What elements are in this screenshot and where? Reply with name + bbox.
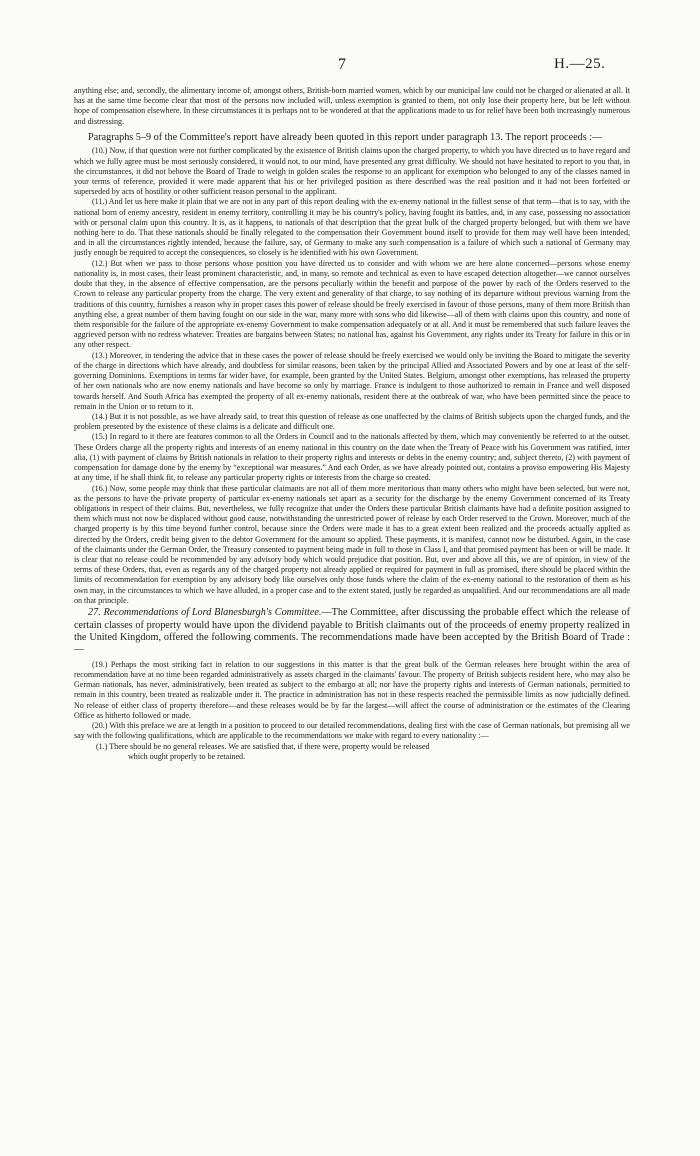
quoted-paragraph-12: (12.) But when we pass to those persons whose position you have directed us to consider and with whom we are here alone concerned—persons whose enemy nationality is, in most cases, their least prominent characteristic, and, in many, so remote and technical as even to have escaped detection altogether—we cannot ourselves doubt that they, in the absence of effective compensation, are the persons peculiarly within the benefit and purpose of the power by each of the Orders reserved to the Crown to release any particular property from the charge. The very extent and generality of that charge, to say nothing of its departure without previous warning from the traditions of this country, furnishes a reason why in proper cases this power of release should be freely exercised in favour of those persons, many of them more British than anything else, a great number of them having fought on our side in the war, many more with sons who did likewise—all of them with claims upon this country, and none of them responsible for the failure of the appropriate ex-enemy Government to make compensation adequately or at all. And it must be remembered that such failure leaves the aggrieved person with no redress whatever. Treaties are bargains between States; no national has, against his Government, any rights under its Treaty for failure in this or in any other respect. [74,258,630,350]
quoted-paragraph-13: (13.) Moreover, in tendering the advice that in these cases the power of release should be freely exercised we would only be inviting the Board to mitigate the severity of the charge in directions which have already, and doubtless for similar reasons, been taken by the principal Allied and Associated Powers and by one at least of the self-governing Dominions. Exemptions in terms far wider have, for example, been granted by the United States. Belgium, amongst other exemptions, has released the property of her own nationals who are now enemy nationals and have become so only by marriage. France is indulgent to those authorized to remain in France and well disposed towards herself. And South Africa has exempted the property of all ex-enemy nationals, resident there at the outbreak of war, who have been permitted since the peace to remain in the Union or to return to it. [74,350,630,411]
quoted-paragraph-11: (11.) And let us here make it plain that we are not in any part of this report dealing with the ex-enemy national in the fullest sense of that term—that is to say, with the national born of enemy ancestry, resident in enemy territory, controlling it may be his country's policy, having fought its battles, and, in any case, possessing no association with or personal claim upon this country. It is, as it happens, to nationals of that description that the great bulk of the charged property belonged, but with them we have nothing here to do. That these nationals should be finally relegated to the compensation their Government bound itself to provide for them may well have been intended, and in all the circumstances rightly intended, because the failure, say, of Germany to make any such compensation is a failure of which such a national of Germany may justly enough be required to accept the consequences, so closely is he identified with his own Government. [74,197,630,258]
document-reference: H.—25. [554,56,606,72]
document-body [74,86,630,762]
quoted-paragraph-10: (10.) Now, if that question were not further complicated by the existence of British claims upon the charged property, to which you have directed us to have regard and which we fully agree must be most seriously considered, it would not, to our mind, have presented any great difficulty. We should not have hesitated to report to you that, in the circumstances, it did not behove the Board of Trade to weigh in golden scales the response to an applicant for exemption who belonged to any of the classes named in your terms of reference, provided it were made apparent that his or her privileged position as there described was the real position and it had not been forfeited or superseded by acts of hostility or other sufficient reason personal to the applicant. [74,146,630,197]
page-header [0,56,700,74]
page-number: 7 [338,56,346,73]
quoted-paragraph-14: (14.) But it is not possible, as we have already said, to treat this question of release as one unaffected by the claims of British subjects upon the charged funds, and the problem presented by the existence of these claims is a delicate and difficult one. [74,411,630,432]
paragraph-intro: Paragraphs 5–9 of the Committee's report have already been quoted in this report under paragraph 13. The report proceeds :— [88,131,603,143]
quoted-paragraph-19: (19.) Perhaps the most striking fact in relation to our suggestions in this matter is that the great bulk of the German releases here brought within the area of recommendation have at no time been regarded administratively as assets charged in the claimants' favour. The property of British subjects resident here, who may also be German nationals, has never, administratively, been treated as subject to the embargo at all; nor have the property rights and interests of German nationals, permitted to remain in this country, been treated as realizable under it. The practice in administration has not in these respects reached the permissible limits as now judicially defined. No release of either class of property therefore—and these releases would be by far the largest—will affect the course of administration or the estimates of the Clearing Office as hitherto followed or made. [74,659,630,720]
list-item-1-continuation: which ought properly to be retained. [128,751,246,761]
list-item-1-text: (1.) There should be no general releases. We are satisfied that, if there were, property would be released [96,741,430,751]
quoted-paragraph-16: (16.) Now, some people may think that these particular claimants are not all of them more meritorious than many others who might have been selected, but were not, as the persons to have the private property of particular ex-enemy nationals set apart as a security for the discharge by the enemy Government concerned of its Treaty obligations in respect of their claims. But, nevertheless, we fully recognize that under the Orders these particular British claimants have had a definite position assigned to them which must not now be displaced without good cause, notwithstanding the unrestricted power of release by each Order reserved to the Crown. Moreover, much of the charged property is by this time beyond further control, because since the Orders were made it has to a great extent been realized and the proceeds actually applied as directed by the Orders, credit being given to the debtor Government for the amount so applied. These payments, it is manifest, cannot now be disturbed. Again, in the case of the claimants under the German Order, the Treasury consented to payment being made in full to those in Class I, and that promised payment has been or will be made. It is clear that no release could be recommended by any advisory body which would prejudice that position. But, over and above all this, we are of opinion, in view of the terms of these Orders, that, even as regards any of the charged property not already applied or required for payment in full as promised, there should be placed within the limits of recommendation for exemption by any advisory body like ourselves only those funds where the claim of the ex-enemy national to the restoration of them as his own may, in the circumstances to which we have alluded, in a proper case and to the extent stated, justly be regarded as unqualified. And our recommendations are all made on that principle. [74,483,630,605]
list-item-1 [74,742,630,762]
quoted-paragraph-15: (15.) In regard to it there are features common to all the Orders in Council and to the nationals affected by them, which may conveniently be referred to at the outset. These Orders charge all the property rights and interests of an enemy national in this country on the date when the Treaty of Peace with his Government was ratified, inter alia, (1) with payment of claims by British nationals in relation to their property rights and interests or debts in the enemy country; and, subject thereto, (2) with payment of compensation for damage done by the enemy by “exceptional war measures.” And each Order, as we have already pointed out, contains a proviso empowering His Majesty at any time, if he shall think fit, to release any particular property rights or interests from the charge so created. [74,432,630,483]
section-27 [74,607,630,657]
section-27-text: —The Committee, after discussing the probable effect which the release of certain classes of property would have upon the dividend payable to British claimants out of the proceeds of enemy property realized in the United Kingdom, offered the following comments. The recommendations made have been accepted by the British Board of Trade :— [74,607,630,656]
paragraph-continuation: anything else; and, secondly, the alimentary income of, amongst others, British-born married women, which by our municipal law could not be charged or alienated at all. It has at the same time become clear that most of the persons now included will, unless exemption is granted to them, not only lose their property here, but be left without hope of compensation elsewhere. In these circumstances it is perhaps not to be wondered at that the applications made to us for relief have been both increasingly numerous and distressing. [74,86,630,126]
section-27-heading: 27. Recommendations of Lord Blanesburgh's Committee. [88,607,322,619]
quoted-paragraph-20: (20.) With this preface we are at length in a position to proceed to our detailed recommendations, dealing first with the case of German nationals, but premising all we say with the following qualifications, which are applicable to the recommendations we make with regard to every nationality :— [74,721,630,741]
